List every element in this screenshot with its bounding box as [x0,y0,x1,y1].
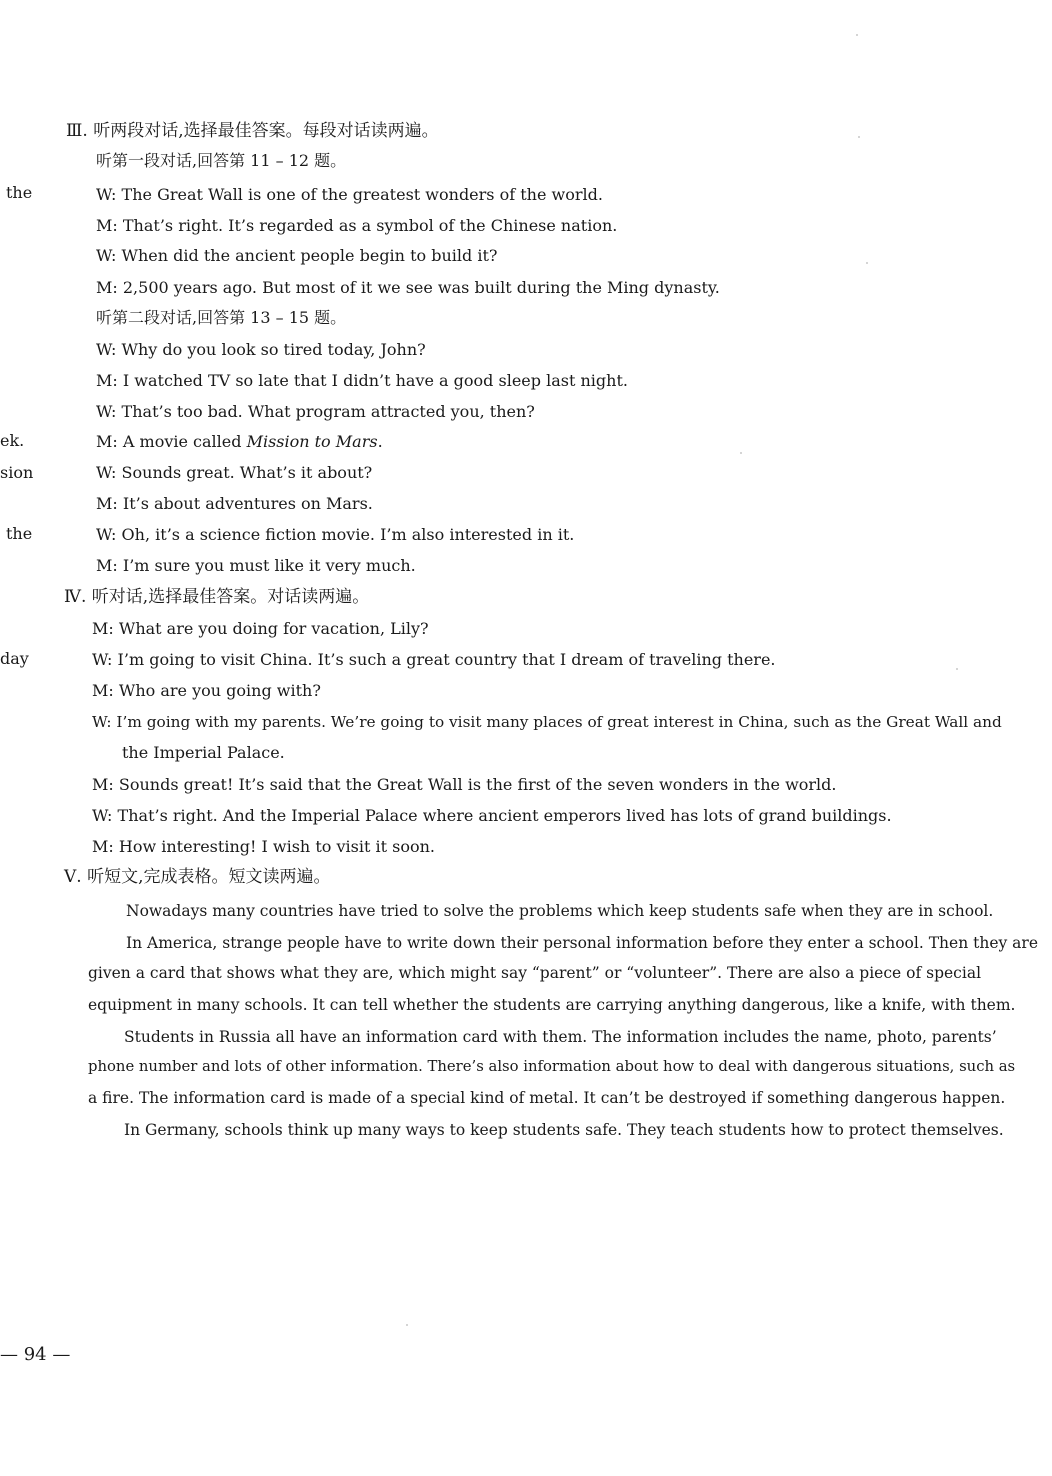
dialog-text: That’s too bad. What program attracted you, then? [121,402,535,421]
passage-line: In Germany, schools think up many ways to keep students safe. They teach students how to protect themselves. [124,1121,1004,1139]
margin-fragment: day [0,649,29,668]
dialog-line [92,680,321,702]
speaker-label: W: [96,340,117,359]
passage-line: Nowadays many countries have tried to solve the problems which keep students safe when they are in school. [126,902,994,920]
scan-speck [406,1324,408,1326]
speaker-label: M: [96,432,118,451]
dialog-text: I watched TV so late that I didn’t have a good sleep last night. [122,371,628,390]
dialog-text: 2,500 years ago. But most of it we see was built during the Ming dynasty. [122,278,720,297]
speaker-label: M: [92,837,114,856]
dialog-continuation: the Imperial Palace. [122,743,285,762]
speaker-label: M: [96,556,118,575]
scan-speck [856,34,858,36]
passage-line: equipment in many schools. It can tell whether the students are carrying anything dangerous, like a knife, with them. [88,996,1016,1014]
section-3-subheading-1: 听第一段对话,回答第 11 – 12 题。 [96,151,347,170]
dialog-line [96,215,617,237]
dialog-line [92,805,892,827]
speaker-label: W: [96,246,117,265]
dialog-text: That’s right. It’s regarded as a symbol of the Chinese nation. [122,216,618,235]
dialog-line [92,618,429,640]
dialog-line [92,649,776,671]
speaker-label: M: [92,681,114,700]
margin-fragment: the [6,524,33,543]
margin-fragment: sion [0,463,34,482]
dialog-line [96,462,372,484]
dialog-text: Why do you look so tired today, John? [121,340,426,359]
dialog-text: Who are you going with? [118,681,321,700]
speaker-label: M: [96,216,118,235]
dialog-line [96,339,426,361]
speaker-label: W: [92,806,113,825]
speaker-label: M: [92,619,114,638]
dialog-line [96,524,574,546]
passage-line: In America, strange people have to write down their personal information before they enter a school. Then they are [126,934,1038,952]
movie-title: Mission to Mars [246,432,378,451]
dialog-line [96,555,416,577]
dialog-line [96,277,720,299]
passage-line: phone number and lots of other information. There’s also information about how to deal with dangerous situations, such as [88,1058,1016,1075]
speaker-label: M: [96,371,118,390]
dialog-text: I’m going with my parents. We’re going to visit many places of great interest in China, such as the Great Wall and [116,713,1002,731]
dialog-text: I’m going to visit China. It’s such a great country that I dream of traveling there. [117,650,776,669]
dialog-text: When did the ancient people begin to build it? [121,246,498,265]
dialog-line [92,774,837,796]
scan-speck [740,452,742,454]
dialog-text: A movie called [122,432,247,451]
dialog-line [96,245,497,267]
margin-fragment: ek. [0,431,25,450]
section-5-heading: Ⅴ. 听短文,完成表格。短文读两遍。 [64,867,331,887]
scan-speck [858,136,860,138]
dialog-line [92,836,435,858]
speaker-label: W: [96,463,117,482]
scan-speck [866,262,868,264]
dialog-line [96,184,603,206]
dialog-line [96,401,535,423]
dialog-line [92,711,1002,733]
speaker-label: W: [92,650,113,669]
speaker-label: W: [96,402,117,421]
scan-speck [956,668,958,670]
passage-line: a fire. The information card is made of a special kind of metal. It can’t be destroyed if something dangerous happen. [88,1089,1006,1107]
passage-line: given a card that shows what they are, which might say “parent” or “volunteer”. There are also a piece of special [88,964,982,982]
dialog-text: Sounds great. What’s it about? [121,463,373,482]
section-4-heading: Ⅳ. 听对话,选择最佳答案。对话读两遍。 [64,587,370,607]
dialog-line [96,493,373,515]
speaker-label: M: [96,494,118,513]
dialog-text: The Great Wall is one of the greatest wonders of the world. [121,185,603,204]
section-3-heading: Ⅲ. 听两段对话,选择最佳答案。每段对话读两遍。 [66,121,439,141]
margin-fragment: the [6,183,33,202]
speaker-label: M: [92,775,114,794]
dialog-text: What are you doing for vacation, Lily? [118,619,429,638]
page-number: — 94 — [0,1344,71,1365]
dialog-text: . [377,432,383,451]
dialog-text: Oh, it’s a science fiction movie. I’m also interested in it. [121,525,575,544]
dialog-text: That’s right. And the Imperial Palace where ancient emperors lived has lots of grand buildings. [117,806,892,825]
dialog-text: Sounds great! It’s said that the Great Wall is the first of the seven wonders in the world. [118,775,837,794]
dialog-line [96,370,628,392]
speaker-label: W: [96,185,117,204]
section-3-subheading-2: 听第二段对话,回答第 13 – 15 题。 [96,308,347,327]
speaker-label: M: [96,278,118,297]
dialog-line [96,431,383,453]
dialog-text: I’m sure you must like it very much. [122,556,416,575]
passage-line: Students in Russia all have an information card with them. The information includes the name, photo, parents’ [124,1028,997,1046]
speaker-label: W: [92,713,112,731]
speaker-label: W: [96,525,117,544]
dialog-text: How interesting! I wish to visit it soon. [118,837,435,856]
dialog-text: It’s about adventures on Mars. [122,494,373,513]
